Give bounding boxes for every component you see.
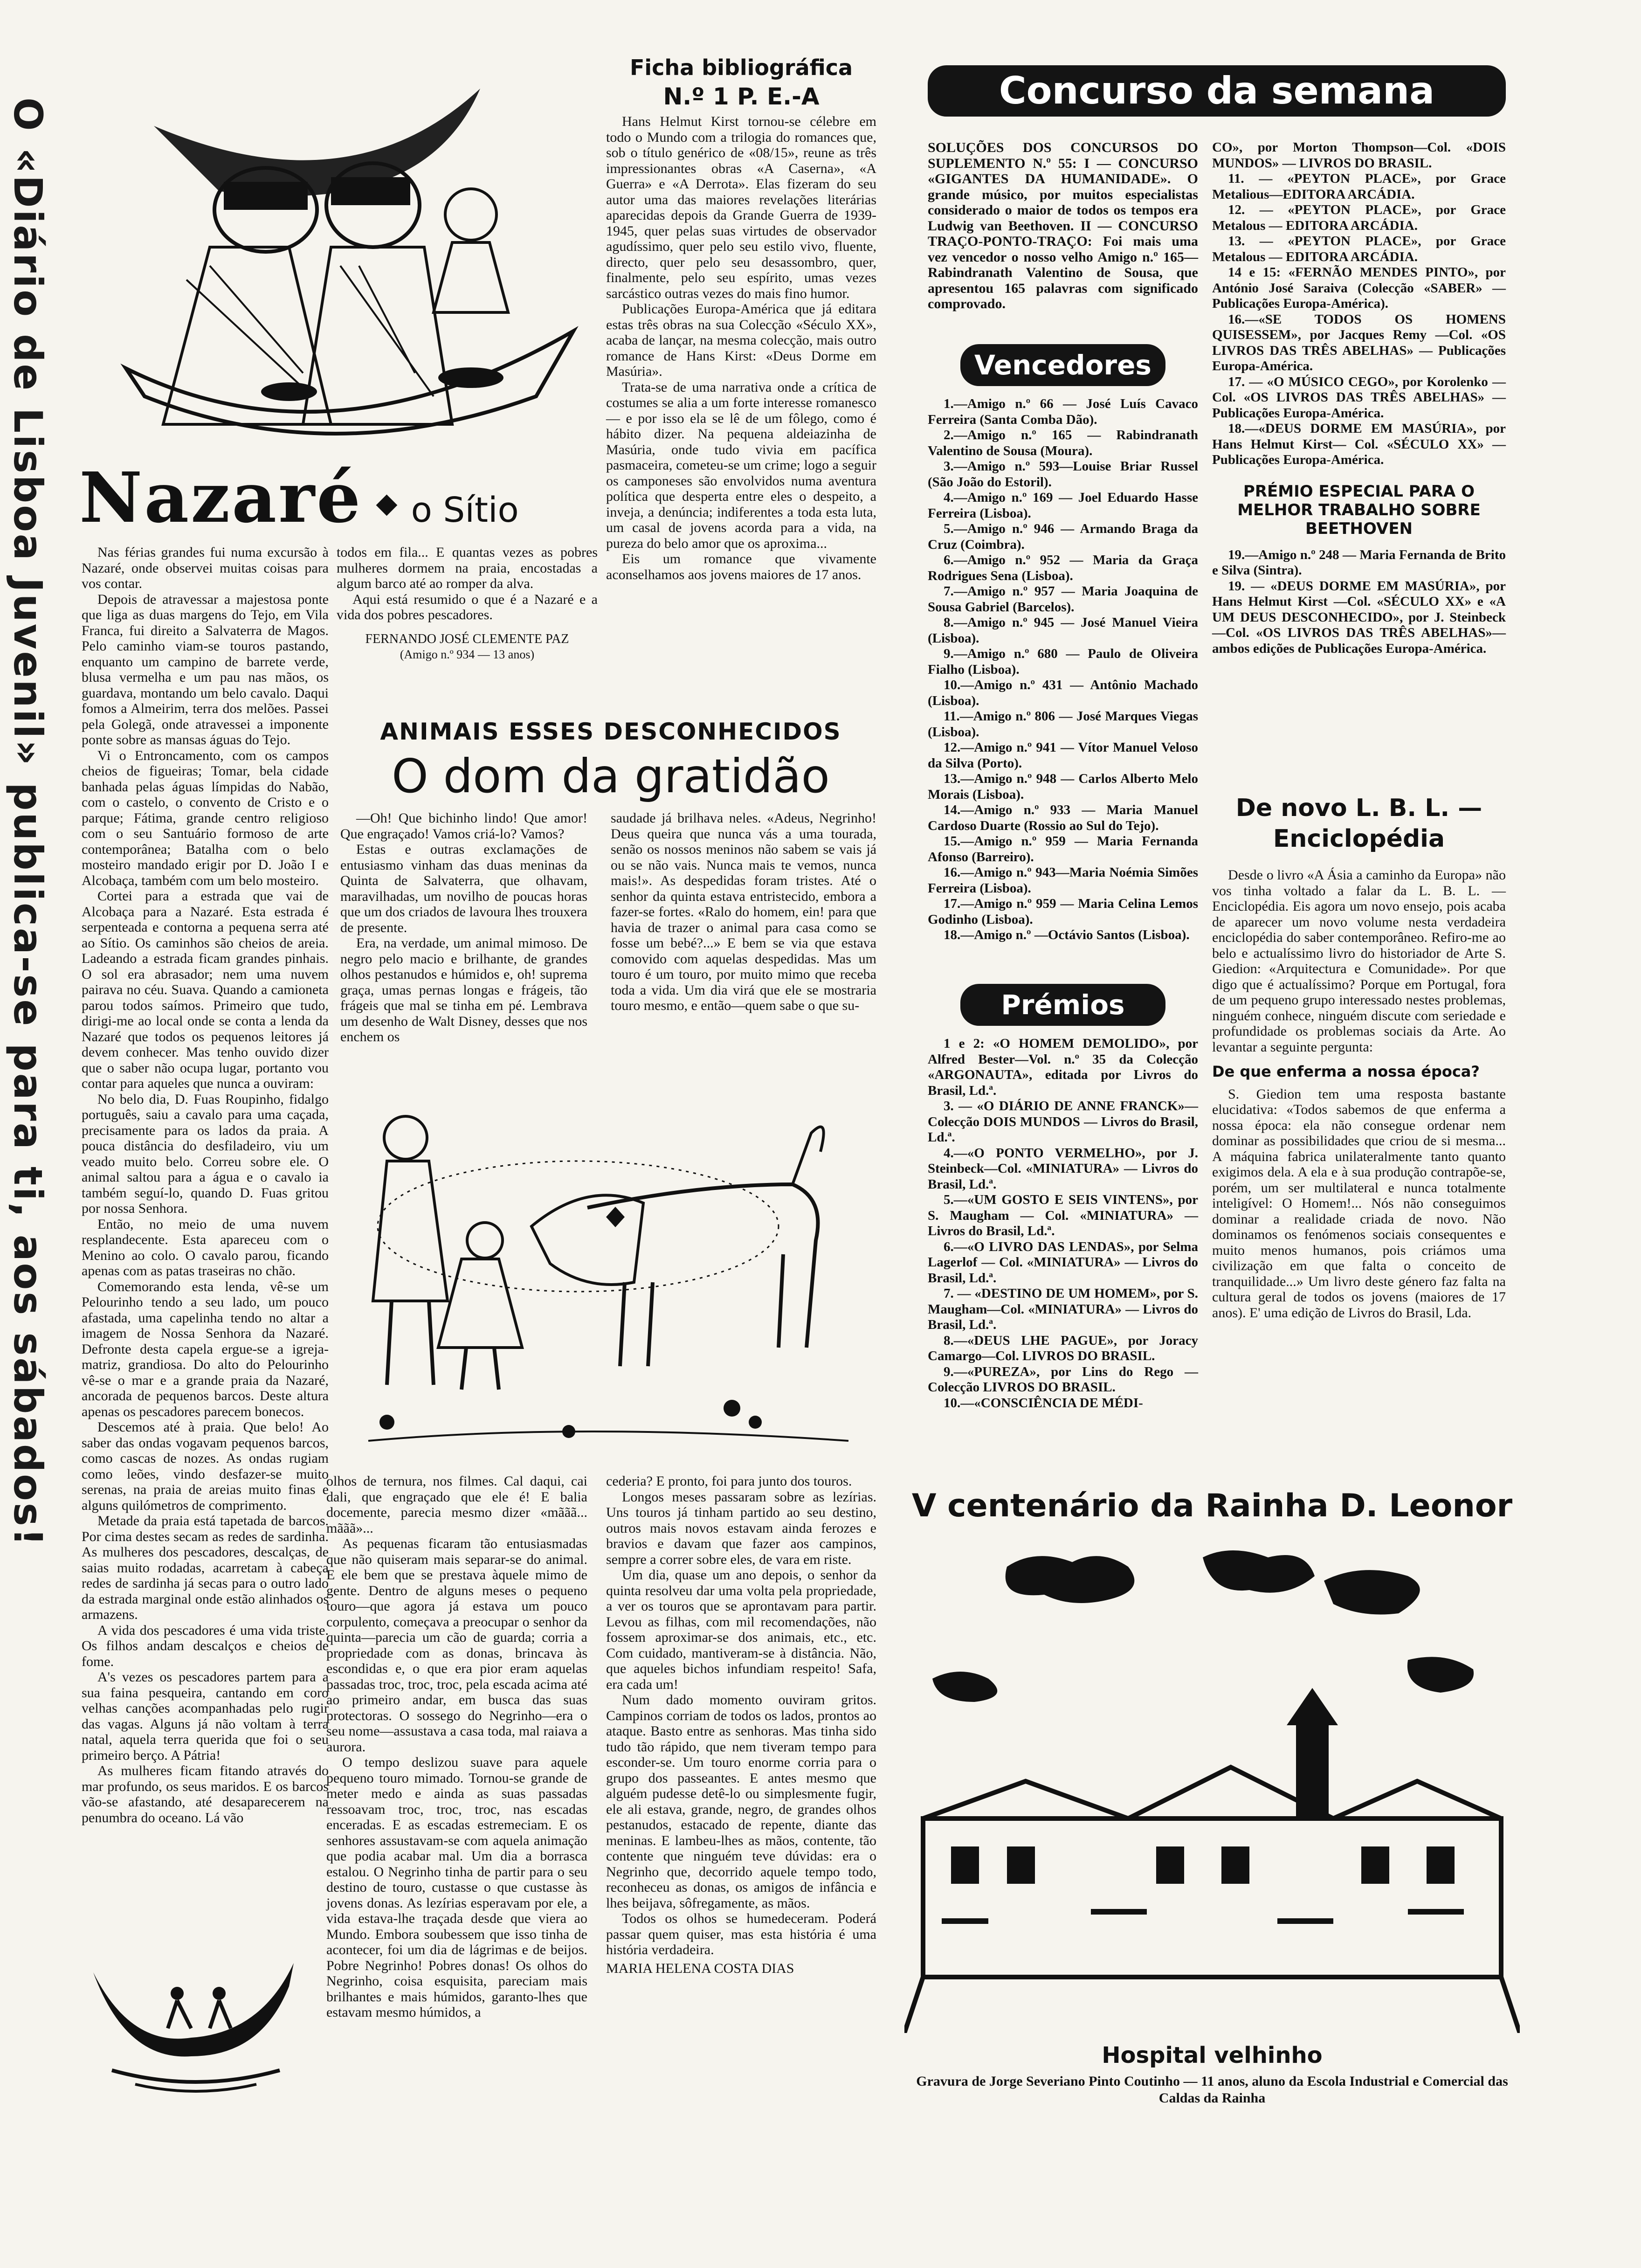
lbl-title: De novo L. B. L. — Enciclopédia: [1235, 794, 1482, 853]
paragraph: A vida dos pescadores é uma vida triste. Os filhos andam descalços e cheios de fome.: [82, 1622, 329, 1669]
list-item: 2.—Amigo n.º 165 — Rabindranath Valentino de Sousa (Moura).: [928, 428, 1198, 458]
list-item: 12.—Amigo n.º 941 — Vítor Manuel Veloso da Silva (Porto).: [928, 740, 1198, 771]
nazare-col2: [337, 545, 598, 663]
nazare-author-note: (Amigo n.º 934 — 13 anos): [400, 648, 535, 661]
list-item: 16.—«SE TODOS OS HOMENS QUISESSEM», por Jacques Remy —Col. «OS LIVROS DAS TRÊS ABELHAS» — Publicações Europa-América.: [1212, 311, 1506, 373]
list-item: 13. — «PEYTON PLACE», por Grace Metalous — EDITORA ARCÁDIA.: [1212, 234, 1506, 264]
list-item: 8.—Amigo n.º 945 — José Manuel Vieira (Lisboa).: [928, 615, 1198, 646]
list-item: 8.—«DEUS LHE PAGUE», por Joracy Camargo—Col. LIVROS DO BRASIL.: [928, 1333, 1198, 1363]
premios-col2: [1212, 140, 1506, 657]
paragraph: Um dia, quase um ano depois, o senhor da quinta resolveu dar uma volta pela propriedade, a ver os touros que se aprontavam para partir. Levou as filhas, com mil recomendações, não fossem aproximar-se dos animais, etc., etc. Com cuidado, mantiveram-se à distância. Não, que aqueles bichos infundiam respeito! Safa, era cada um!: [606, 1567, 876, 1692]
paragraph: Num dado momento ouviram gritos. Campinos corriam de todos os lados, prontos ao ataque. Basto entre as senhoras. Mas tinha sido tudo tão rápido, que nem tiveram tempo para esconder-se. Um touro enorme corria para o grupo dos passeantes. E antes mesmo que alguém pudesse detê-lo ou simplesmente fugir, ele ali estava, grande, negro, de grandes olhos pestanudos, estacado de repente, diante das meninas. E lambeu-lhes as mãos, contente, tão contente que ninguém teve dúvidas: era o Negrinho que, decorrido aquele tempo todo, reconheceu as donas, os amigos de infância e lhes beijava, sôfregamente, as mãos.: [606, 1692, 876, 1911]
list-item: 7.—Amigo n.º 957 — Maria Joaquina de Sousa Gabriel (Barcelos).: [928, 584, 1198, 615]
concurso-banner: Concurso da semana: [928, 65, 1506, 117]
paragraph: Cortei para a estrada que vai de Alcobaça para a Nazaré. Esta estrada é serpenteada e contorna a pequena serra até ao Sítio. Os caminhos são cheios de areia. Ladeando a estrada ficam grandes pinhais. O sol era abrasador; nem uma nuvem pairava no céu. Suava. Quando a camioneta parou todos saímos. Primeiro que tudo, dirigi-me ao local onde se conta a lenda da Nazaré que todos os pequenos leitores já devem conhecer. Mas tenho ouvido dizer que o saber não ocupa lugar, portanto vou contar para aqueles que nunca a ouviram:: [82, 888, 329, 1091]
side-vertical-text: O «Diário de Lisboa Juvenil» publica-se para ti, aos sábados!: [5, 97, 51, 1548]
gratidao-col1: [340, 810, 587, 1045]
list-item: 11. — «PEYTON PLACE», por Grace Metalious—EDITORA ARCÁDIA.: [1212, 171, 1506, 202]
list-item: 17.—Amigo n.º 959 — Maria Celina Lemos Godinho (Lisboa).: [928, 896, 1198, 927]
boat-illustration: [75, 1944, 317, 2098]
nazare-title: Nazaré: [79, 457, 363, 538]
gratidao-author: MARIA HELENA COSTA DIAS: [606, 1960, 794, 1976]
paragraph: Estas e outras exclamações de entusiasmo vinham das duas meninas da Quinta de Salvaterra, que olhavam, maravilhadas, um novilho de poucas horas que um dos criados de lavoura lhes trouxera de presente.: [340, 842, 587, 935]
paragraph: S. Giedion tem uma resposta bastante elucidativa: «Todos sabemos de que enferma a nossa época: ela não consegue ordenar nem dominar as possibilidades que criou de si mesma... A máquina fabrica unilateralmente tanto quanto exigimos dela. A ela e à sua produção contrapõe-se, porém, um ser multilateral e nunca totalmente inteligível: O Homem!... Nós não conseguimos dominar a realidade criada de novo. Não dominamos os fenómenos sociais consequentes e muito menos humanos, pois criámos uma civilização em que falta o conceito de tranquilidade...» Um livro deste género faz falta na cultura geral de todos os jovens (maiores de 17 anos). E' uma edição de Livros do Brasil, Lda.: [1212, 1086, 1506, 1321]
list-item: 3. — «O DIÁRIO DE ANNE FRANCK»—Colecção DOIS MUNDOS — Livros do Brasil, Ld.ª.: [928, 1099, 1198, 1145]
list-item: 10.—Amigo n.º 431 — Antônio Machado (Lisboa).: [928, 678, 1198, 708]
list-item: 14.—Amigo n.º 933 — Maria Manuel Cardoso Duarte (Rossio ao Sul do Tejo).: [928, 802, 1198, 833]
paragraph: Desde o livro «A Ásia a caminho da Europa» não vos tinha voltado a falar da L. B. L. — Enciclopédia. Eis agora um novo ensejo, pois acaba de aparecer um novo volume nesta verdadeira enciclopédia do saber contemporâneo. Refiro-me ao belo e actualíssimo livro do historiador de Arte S. Giedion: «Arquitectura e Comunidade». Por que digo que é actualíssimo? Porque em Portugal, fora de um pequeno grupo interessado nestes problemas, ninguém conhece, ninguém discute com seriedade e profundidade os problemas sociais da Arte. Ao levantar a seguinte pergunta:: [1212, 867, 1506, 1055]
vencedores-list: [928, 396, 1198, 943]
paragraph: Comemorando esta lenda, vê-se um Pelourinho tendo a seu lado, um pouco afastada, uma capelinha tendo no altar a imagem de Nossa Senhora da Nazaré. Defronte desta capela ergue-se a igreja-matriz, grandiosa. Do alto do Pelourinho vê-se o mar e a grande praia da Nazaré, ancorada de pequenos barcos. Deste altura apenas os pescadores parecem bonecos.: [82, 1279, 329, 1419]
list-item: 6.—«O LIVRO DAS LENDAS», por Selma Lagerlof — Col. «MINIATURA» — Livros do Brasil, Ld.ª.: [928, 1239, 1198, 1286]
gratidao-col4: [606, 1473, 876, 1976]
premio-especial-heading: PRÉMIO ESPECIAL PARA O MELHOR TRABALHO SOBRE BEETHOVEN: [1237, 482, 1481, 538]
paragraph: O tempo deslizou suave para aquele pequeno touro mimado. Tornou-se grande de meter medo e ainda as suas passadas ressoavam troc, troc, troc, nas escadas enceradas. E as escadas estremeciam. E os senhores assustavam-se com aquela animação que podia acabar mal. Um dia a borrasca estalou. O Negrinho tinha de partir para o seu destino de touro, custasse o que custasse às jovens donas. As lezírias esperavam por ele, a vida estava-lhe traçada desde que viera ao Mundo. Embora soubessem que isso tinha de acontecer, foi um dia de lágrimas e de beijos. Pobre Negrinho! Pobres donas! Os olhos do Negrinho, coisa esquisita, pareciam mais brilhantes e mais húmidos, garanto-lhes que estavam mesmo húmidos, a: [326, 1755, 587, 2020]
ficha-body: [606, 114, 876, 582]
paragraph: olhos de ternura, nos filmes. Cal daqui, cai dali, que engraçado que ele é! E balia docemente, parecia mesmo dizer «mããã... mããã»...: [326, 1473, 587, 1536]
paragraph: Depois de atravessar a majestosa ponte que liga as duas margens do Tejo, em Vila Franca, fui direito a Salvaterra de Magos. Pelo caminho viam-se touros pastando, enquanto um campino de barrete verde, blusa vermelha e um pau nas mãos, os guardava, montando um belo cavalo. Daqui fomos a Almeirim, terra dos melões. Passei pela Golegã, onde atravessei a imponente ponte sobre as mansas águas do Tejo.: [82, 591, 329, 747]
gratidao-kicker: ANIMAIS ESSES DESCONHECIDOS: [380, 718, 841, 745]
nazare-illustration: [70, 70, 611, 443]
diamond-icon: ◆: [376, 487, 398, 519]
paragraph: Descemos até à praia. Que belo! Ao saber das ondas vogavam pequenos barcos, como cascas de nozes. As ondas rugiam como leões, vindo desfazer-se muito serenas, na praia de areias muito finas e alguns quilómetros de comprimento.: [82, 1419, 329, 1513]
list-item: 3.—Amigo n.º 593—Louise Briar Russel (São João do Estoril).: [928, 459, 1198, 490]
premios-list: [928, 1036, 1198, 1411]
paragraph: No belo dia, D. Fuas Roupinho, fidalgo português, saiu a cavalo para uma caçada, precisamente para os lados da praia. A pouca distância do desfiladeiro, viu um veado muito belo. Correu sobre ele. O animal saltou para a água e o cavalo ia também seguí-lo, quando D. Fuas gritou por nossa Senhora.: [82, 1091, 329, 1216]
girls-bull-illustration: [345, 1086, 876, 1464]
paragraph: Longos meses passaram sobre as lezírias. Uns touros já tinham partido ao seu destino, outros mais novos estavam ainda ferozes e bravios e davam que fazer aos campinos, sempre a correr sobre eles, de vara em riste.: [606, 1489, 876, 1567]
paragraph: cederia? E pronto, foi para junto dos touros.: [606, 1473, 852, 1489]
paragraph: todos em fila... E quantas vezes as pobres mulheres dormem na praia, encostadas a algum barco até ao romper da alva.: [337, 545, 598, 591]
list-item: 10.—«CONSCIÊNCIA DE MÉDI-: [944, 1395, 1143, 1411]
list-item: 19. — «DEUS DORME EM MASÚRIA», por Hans Helmut Kirst —Col. «SÉCULO XX» e «A UM DEUS DESCONHECIDO», por J. Steinbeck—Col. «OS LIVROS DAS TRÊS ABELHAS»—ambos edições de Publicações Europa-América.: [1212, 578, 1506, 656]
list-item: 5.—Amigo n.º 946 — Armando Braga da Cruz (Coimbra).: [928, 521, 1198, 552]
list-item: 11.—Amigo n.º 806 — José Marques Viegas (Lisboa).: [928, 709, 1198, 740]
gratidao-col2: [611, 810, 876, 1014]
lbl-subhead: De que enferma a nossa época?: [1212, 1063, 1480, 1080]
paragraph: Todos os olhos se humedeceram. Poderá passar quem quiser, mas esta história é uma história verdadeira.: [606, 1911, 876, 1957]
list-item: 19.—Amigo n.º 248 — Maria Fernanda de Brito e Silva (Sintra).: [1212, 547, 1506, 578]
list-item: 5.—«UM GOSTO E SEIS VINTENS», por S. Maugham — Col. «MINIATURA» — Livros do Brasil, Ld.ª.: [928, 1192, 1198, 1238]
paragraph: Publicações Europa-América que já editara estas três obras na sua Colecção «Século XX», acaba de lançar, na mesma colecção, mais outro romance de Hans Kirst: «Deus Dorme em Masúria».: [606, 301, 876, 379]
list-item: 16.—Amigo n.º 943—Maria Noémia Simões Ferreira (Lisboa).: [928, 865, 1198, 896]
paragraph: As mulheres ficam fitando através do mar profundo, os seus maridos. E os barcos vão-se afastando, até desaparecerem na penumbra do oceano. Lá vão: [82, 1763, 329, 1825]
list-item: 9.—«PUREZA», por Lins do Rego — Colecção LIVROS DO BRASIL.: [928, 1364, 1198, 1395]
ficha-subtitle: N.º 1 P. E.-A: [663, 83, 820, 110]
nazare-col1: [82, 545, 329, 1825]
list-item: 15.—Amigo n.º 959 — Maria Fernanda Afonso (Barreiro).: [928, 834, 1198, 864]
lbl-body: [1212, 867, 1506, 1321]
nazare-subtitle: o Sítio: [411, 490, 519, 530]
hospital-woodcut: [904, 1548, 1520, 2033]
list-item: 6.—Amigo n.º 952 — Maria da Graça Rodrigues Sena (Lisboa).: [928, 553, 1198, 583]
nazare-author: FERNANDO JOSÉ CLEMENTE PAZ: [365, 631, 569, 646]
paragraph: Eis um romance que vivamente aconselhamos aos jovens maiores de 17 anos.: [606, 551, 876, 582]
paragraph: A's vezes os pescadores partem para a sua faina pesqueira, cantando em coro velhas canções acompanhadas pelo rugir das vagas. Alguns já não voltam à terra natal, aquela terra querida que foi o seu primeiro berço. A Pátria!: [82, 1669, 329, 1763]
hospital-caption: Gravura de Jorge Severiano Pinto Coutinho — 11 anos, aluno da Escola Industrial e Comercial das Caldas da Rainha: [916, 2074, 1508, 2106]
paragraph: —Oh! Que bichinho lindo! Que amor! Que engraçado! Vamos criá-lo? Vamos?: [340, 810, 587, 842]
list-item: 14 e 15: «FERNÃO MENDES PINTO», por António José Saraiva (Colecção «SABER» — Publicações Europa-América).: [1212, 265, 1506, 311]
list-item: 12. — «PEYTON PLACE», por Grace Metalous — EDITORA ARCÁDIA.: [1212, 202, 1506, 233]
list-item: 1.—Amigo n.º 66 — José Luís Cavaco Ferreira (Santa Comba Dão).: [928, 396, 1198, 427]
list-item: 18.—«DEUS DORME EM MASÚRIA», por Hans Helmut Kirst— Col. «SÉCULO XX» — Publicações Europa-América.: [1212, 421, 1506, 467]
paragraph: Nas férias grandes fui numa excursão à Nazaré, onde observei muitas coisas para vos contar.: [82, 545, 329, 591]
list-item: 7. — «DESTINO DE UM HOMEM», por S. Maugham—Col. «MINIATURA» — Livros do Brasil, Ld.ª.: [928, 1286, 1198, 1332]
list-item: 1 e 2: «O HOMEM DEMOLIDO», por Alfred Bester—Vol. n.º 35 da Colecção «ARGONAUTA», editada por Livros do Brasil, Ld.ª.: [928, 1036, 1198, 1098]
gratidao-title: O dom da gratidão: [392, 749, 830, 803]
list-item: 17. — «O MÚSICO CEGO», por Korolenko — Col. «OS LIVROS DAS TRÊS ABELHAS» — Publicações Europa-América.: [1212, 374, 1506, 421]
gratidao-col3: [326, 1473, 587, 2020]
premios-banner: Prémios: [960, 984, 1165, 1026]
list-item: 4.—«O PONTO VERMELHO», por J. Steinbeck—Col. «MINIATURA» — Livros do Brasil, Ld.ª.: [928, 1145, 1198, 1192]
paragraph: Então, no meio de uma nuvem resplandecente. Esta apareceu com o Menino ao colo. O cavalo parou, ficando apenas com as patas traseiras no chão.: [82, 1216, 329, 1279]
paragraph: Vi o Entroncamento, com os campos cheios de figueiras; Tomar, bela cidade banhada pelas águas límpidas do Nabão, com o castelo, o convento de Cristo e o parque; Fátima, grande centro religioso com o seu Santuário formoso de arte contemporânea; Batalha com o belo mosteiro mandado erigir por D. João I e Alcobaça, também com um belo mosteiro.: [82, 747, 329, 888]
paragraph: saudade já brilhava neles. «Adeus, Negrinho! Deus queira que nunca vás a uma tourada, senão os nossos meninos não sabem se vais já ou se não vais. Nunca mais te vemos, nunca mais!». As despedidas foram tristes. Até o senhor da quinta estava entristecido, embora a fazer-se fortes. «Ralo do homem, ein! para que havia de trazer o animal para casa como se fosse um bebé?...» E bem se via que estava comovido com aquelas despedidas. Mas um touro é um touro, por muito mimo que receba toda a vida. Um dia virá que ele se mostraria touro mesmo, e então—quem sabe o que su-: [611, 810, 876, 1013]
paragraph: Aqui está resumido o que é a Nazaré e a vida dos pobres pescadores.: [337, 591, 598, 622]
paragraph: Hans Helmut Kirst tornou-se célebre em todo o Mundo com a trilogia do romances que, sob o título genérico de «08/15», reune as três impressionantes obras «A Caserna», «A Guerra» e «A Derrota». Elas fizeram do seu autor uma das maiores revelações literárias aparecidas depois da Grande Guerra de 1939-1945, quer pelas suas virtudes de observador agudíssimo, quer pelo seu estilo vivo, fluente, directo, quer pelo seu desassombro, quer, finalmente, pelo seu espírito, umas vezes sarcástico outras vezes do mais fino humor.: [606, 114, 876, 301]
list-item: 13.—Amigo n.º 948 — Carlos Alberto Melo Morais (Lisboa).: [928, 771, 1198, 802]
concurso-intro: SOLUÇÕES DOS CONCURSOS DO SUPLEMENTO N.º 55: I — CONCURSO «GIGANTES DA HUMANIDADE». O grande músico, por muitos especialistas considerado o maior de todos os tempos era Ludwig van Beethoven. II — CONCURSO TRAÇO-PONTO-TRAÇO: Foi mais uma vez vencedor o nosso velho Amigo n.º 165—Rabindranath Valentino de Sousa, que apresentou 165 palavras com significado comprovado.: [928, 140, 1198, 311]
list-item: 18.—Amigo n.º —Octávio Santos (Lisboa).: [944, 927, 1190, 942]
ficha-title: Ficha bibliográfica: [629, 55, 853, 80]
paragraph: As pequenas ficaram tão entusiasmadas que não quiseram mais separar-se do animal. E ele bem que se prestava àquele mimo de gente. Dentro de alguns meses o pequeno touro—que agora já estava um pouco corpulento, começava a preocupar o senhor da quinta—parecia um cão de guarda; corria a propriedade com as donas, brincava às escondidas e, o que era pior eram aquelas passadas troc, troc, troc, pela escada acima até ao primeiro andar, em busca das suas protectoras. O sossego do Negrinho—era o seu nome—assustava a casa toda, mal raiava a aurora.: [326, 1536, 587, 1755]
paragraph: Trata-se de uma narrativa onde a crítica de costumes se alia a um forte interesse romanesco — e por isso ela se lê de um fôlego, como é hábito dizer. Na pequena aldeiazinha de Masúria, onde tudo vivia em pacífica pasmaceira, cometeu-se um crime; logo a seguir os camponeses são envolvidos numa aventura política que desperta entre eles o despeito, a inveja, a denúncia; indiferentes a toda esta luta, um casal de jovens acorda para a vida, na pureza do belo amor que os aproxima...: [606, 379, 876, 551]
list-item: 4.—Amigo n.º 169 — Joel Eduardo Hasse Ferreira (Lisboa).: [928, 490, 1198, 521]
paragraph: Metade da praia está tapetada de barcos. Por cima destes secam as redes de sardinha. As mulheres dos pescadores, descalças, de saias muito rodadas, acarretam à cabeça redes de sardinha já secas para o outro lado da estrada marginal onde estão alinhados os armazens.: [82, 1513, 329, 1622]
leonor-title: V centenário da Rainha D. Leonor: [911, 1487, 1513, 1524]
vencedores-banner: Vencedores: [960, 344, 1165, 386]
paragraph: Era, na verdade, um animal mimoso. De negro pelo macio e brilhante, de grandes olhos pestanudos e húmidos e, oh! suprema graça, umas pernas longas e frágeis, tão frágeis que mal se tinha em pé. Lembrava um desenho de Walt Disney, desses que nos enchem os: [340, 935, 587, 1044]
list-item: 9.—Amigo n.º 680 — Paulo de Oliveira Fialho (Lisboa).: [928, 646, 1198, 677]
list-item: CO», por Morton Thompson—Col. «DOIS MUNDOS» — LIVROS DO BRASIL.: [1212, 140, 1506, 171]
hospital-caption-title: Hospital velhinho: [1102, 2042, 1323, 2068]
